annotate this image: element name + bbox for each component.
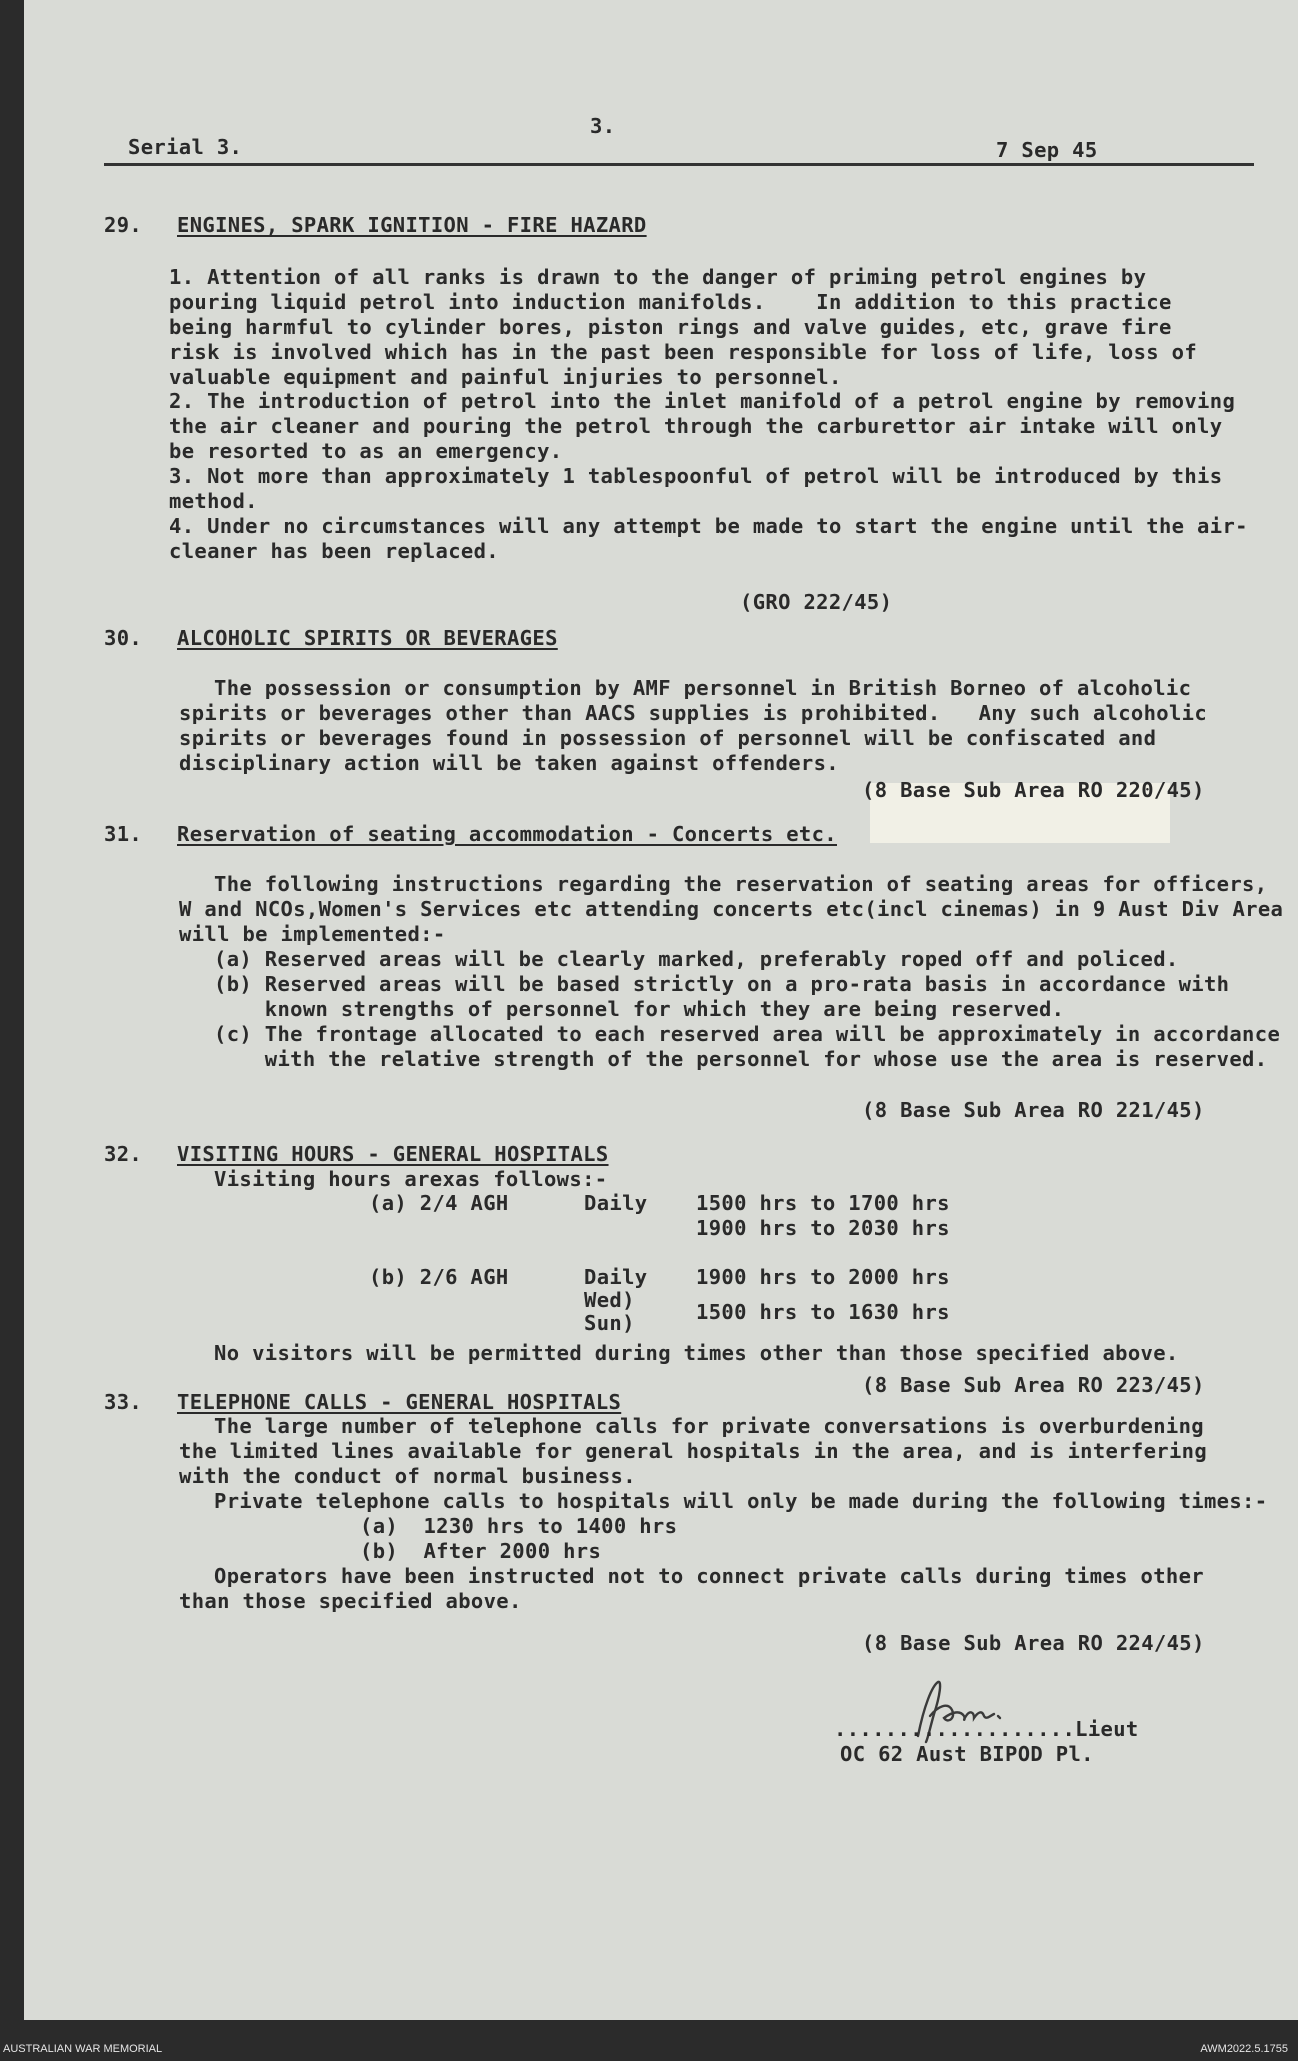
- document-page: [24, 0, 1298, 2020]
- hospital-b-label: (b) 2/6 AGH: [369, 1265, 509, 1289]
- body-line: 1. Attention of all ranks is drawn to the danger of priming petrol engines by: [169, 265, 1147, 289]
- body-line: 4. Under no circumstances will any attempt be made to start the engine until the air-: [169, 514, 1248, 538]
- body-line: disciplinary action will be taken against offenders.: [179, 751, 839, 775]
- body-line: method.: [169, 489, 258, 513]
- body-line: be resorted to as an emergency.: [169, 439, 563, 463]
- body-line: (a) 1230 hrs to 1400 hrs: [360, 1514, 678, 1538]
- body-line: The following instructions regarding the reservation of seating areas for officers,: [214, 872, 1268, 896]
- body-line: will be implemented:-: [179, 922, 446, 946]
- body-line: 3. Not more than approximately 1 tablespoonful of petrol will be introduced by this: [169, 464, 1223, 488]
- hospital-a-time-1: 1500 hrs to 1700 hrs: [696, 1191, 950, 1215]
- section-32-reference: (8 Base Sub Area RO 223/45): [862, 1373, 1205, 1397]
- hospital-b-day-1: Daily: [584, 1265, 648, 1289]
- header-rule: [104, 163, 1254, 166]
- section-29-reference: (GRO 222/45): [740, 590, 893, 614]
- signature-rank-line: ...................Lieut: [834, 1717, 1139, 1741]
- hospital-b-time-1: 1900 hrs to 2000 hrs: [696, 1265, 950, 1289]
- section-31-heading: Reservation of seating accommodation - Concerts etc.: [177, 822, 837, 846]
- section-32-heading: VISITING HOURS - GENERAL HOSPITALS: [177, 1142, 609, 1166]
- section-29-heading: ENGINES, SPARK IGNITION - FIRE HAZARD: [177, 213, 647, 237]
- footer-right: AWM2022.5.1755: [1200, 2043, 1288, 2055]
- page-number: 3.: [590, 114, 616, 138]
- body-line: the air cleaner and pouring the petrol through the carburettor air intake will only: [169, 414, 1223, 438]
- body-line: known strengths of personnel for which they are being reserved.: [214, 997, 1065, 1021]
- document-date: 7 Sep 45: [996, 138, 1098, 162]
- body-line: The possession or consumption by AMF personnel in British Borneo of alcoholic: [214, 676, 1192, 700]
- body-line: Private telephone calls to hospitals will only be made during the following times:-: [214, 1489, 1268, 1513]
- section-30-reference: (8 Base Sub Area RO 220/45): [862, 778, 1205, 802]
- body-line: with the relative strength of the personnel for whose use the area is reserved.: [214, 1047, 1268, 1071]
- body-line: (a) Reserved areas will be clearly marked, preferably roped off and policed.: [214, 947, 1179, 971]
- signature-unit: OC 62 Aust BIPOD Pl.: [840, 1742, 1094, 1766]
- body-line: (b) After 2000 hrs: [360, 1539, 602, 1563]
- hospital-a-label: (a) 2/4 AGH: [369, 1191, 509, 1215]
- section-31-reference: (8 Base Sub Area RO 221/45): [862, 1098, 1205, 1122]
- body-line: 2. The introduction of petrol into the inlet manifold of a petrol engine by removing: [169, 389, 1236, 413]
- section-33-reference: (8 Base Sub Area RO 224/45): [862, 1631, 1205, 1655]
- section-31-number: 31.: [104, 822, 143, 846]
- body-line: Operators have been instructed not to connect private calls during times other: [214, 1564, 1204, 1588]
- section-32-number: 32.: [104, 1142, 143, 1166]
- body-line: The large number of telephone calls for private conversations is overburdening: [214, 1414, 1204, 1438]
- body-line: valuable equipment and painful injuries to personnel.: [169, 365, 842, 389]
- body-line: with the conduct of normal business.: [179, 1464, 636, 1488]
- body-line: than those specified above.: [179, 1589, 522, 1613]
- section-30-heading: ALCOHOLIC SPIRITS OR BEVERAGES: [177, 626, 558, 650]
- body-line: risk is involved which has in the past been responsible for loss of life, loss of: [169, 340, 1198, 364]
- body-line: (b) Reserved areas will be based strictly on a pro-rata basis in accordance with: [214, 972, 1230, 996]
- body-line: being harmful to cylinder bores, piston rings and valve guides, etc, grave fire: [169, 315, 1172, 339]
- hospital-a-day: Daily: [584, 1191, 648, 1215]
- hospital-b-day-2: Wed): [584, 1288, 635, 1312]
- section-30-number: 30.: [104, 626, 143, 650]
- body-line: spirits or beverages found in possession of personnel will be confiscated and: [179, 726, 1157, 750]
- footer-left: AUSTRALIAN WAR MEMORIAL: [3, 2043, 163, 2055]
- body-line: W and NCOs,Women's Services etc attending concerts etc(incl cinemas) in 9 Aust Div Area: [179, 897, 1284, 921]
- hospital-a-time-2: 1900 hrs to 2030 hrs: [696, 1216, 950, 1240]
- section-29-number: 29.: [104, 213, 143, 237]
- body-line: pouring liquid petrol into induction manifolds. In addition to this practice: [169, 290, 1172, 314]
- body-line: (c) The frontage allocated to each reserved area will be approximately in accordance: [214, 1022, 1281, 1046]
- body-line: cleaner has been replaced.: [169, 539, 499, 563]
- visiting-hours-closing: No visitors will be permitted during times other than those specified above.: [214, 1341, 1179, 1365]
- body-line: spirits or beverages other than AACS supplies is prohibited. Any such alcoholic: [179, 701, 1208, 725]
- body-line: the limited lines available for general hospitals in the area, and is interfering: [179, 1439, 1208, 1463]
- hospital-b-time-2: 1500 hrs to 1630 hrs: [696, 1300, 950, 1324]
- serial-label: Serial 3.: [128, 135, 243, 159]
- section-33-number: 33.: [104, 1390, 143, 1414]
- hospital-b-day-3: Sun): [584, 1311, 635, 1335]
- section-33-heading: TELEPHONE CALLS - GENERAL HOSPITALS: [177, 1390, 622, 1414]
- visiting-hours-intro: Visiting hours arexas follows:-: [214, 1167, 608, 1191]
